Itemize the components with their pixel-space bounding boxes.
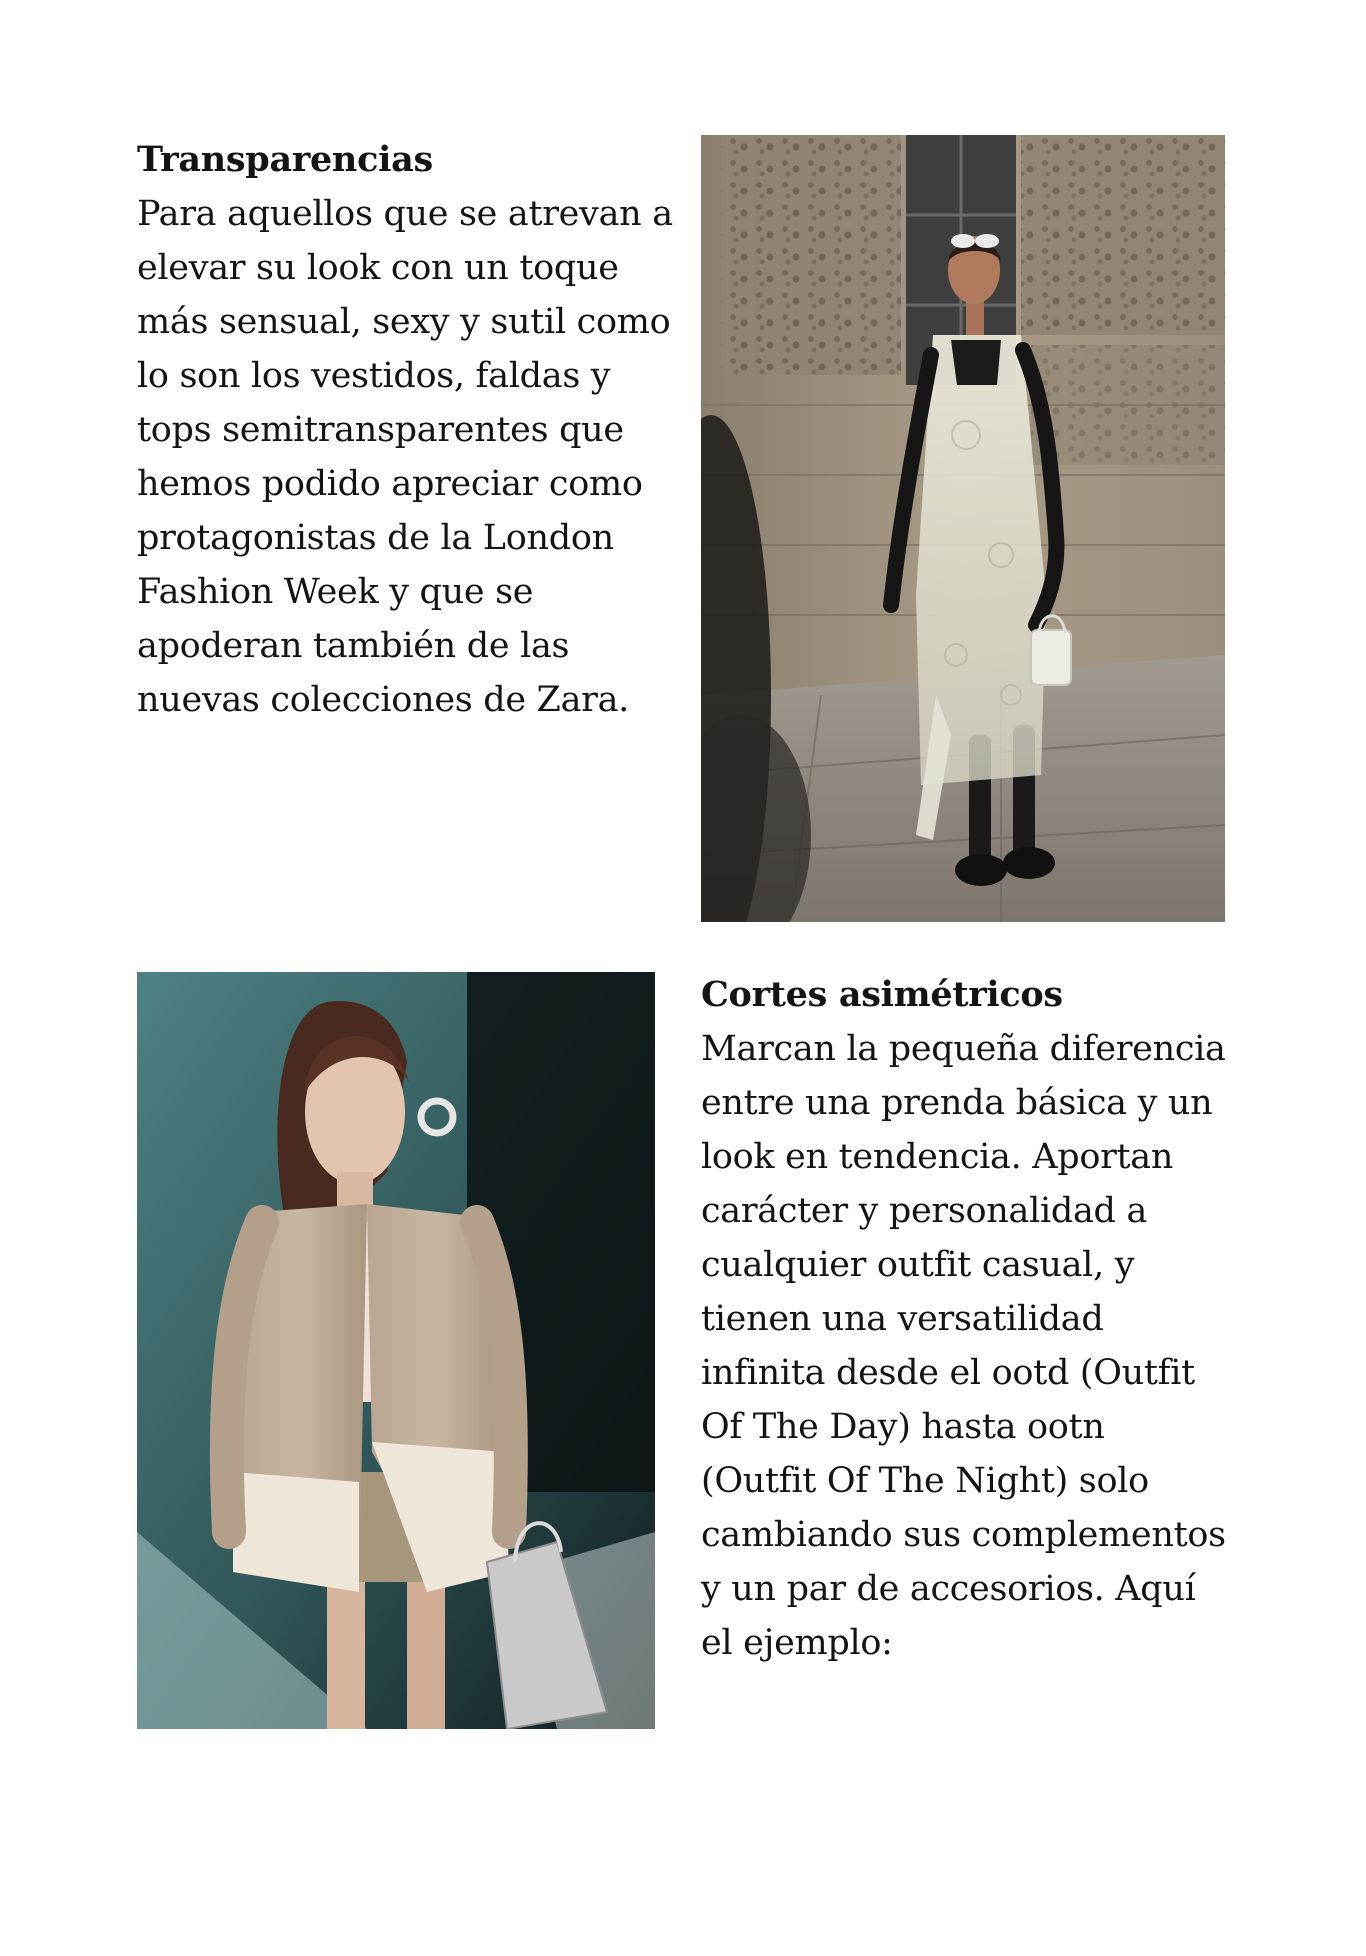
cortes-asimetricos-text [701, 968, 1226, 1670]
transparencias-text [137, 133, 677, 727]
transparencias-body: Para aquellos que se atrevan a elevar su look con un toque más sensual, sexy y sutil como lo son los vestidos, faldas y tops semitransparentes que hemos podido apreciar como protagonistas de la London Fashion Week y que se apoderan también de las nuevas colecciones de Zara. [137, 194, 673, 720]
cortes-asimetricos-body: Marcan la pequeña diferencia entre una prenda básica y un look en tendencia. Aportan carácter y personalidad a cualquier outfit casual, y tienen una versatilidad infinita desde el ootd (Outfit Of The Day) hasta ootn (Outfit Of The Night) solo cambiando sus complementos y un par de accesorios. Aquí el ejemplo: [701, 1029, 1226, 1663]
runway-photo [137, 972, 655, 1729]
cortes-asimetricos-heading: Cortes asimétricos [701, 974, 1063, 1015]
transparencias-heading: Transparencias [137, 139, 433, 180]
street-style-photo [701, 135, 1225, 922]
